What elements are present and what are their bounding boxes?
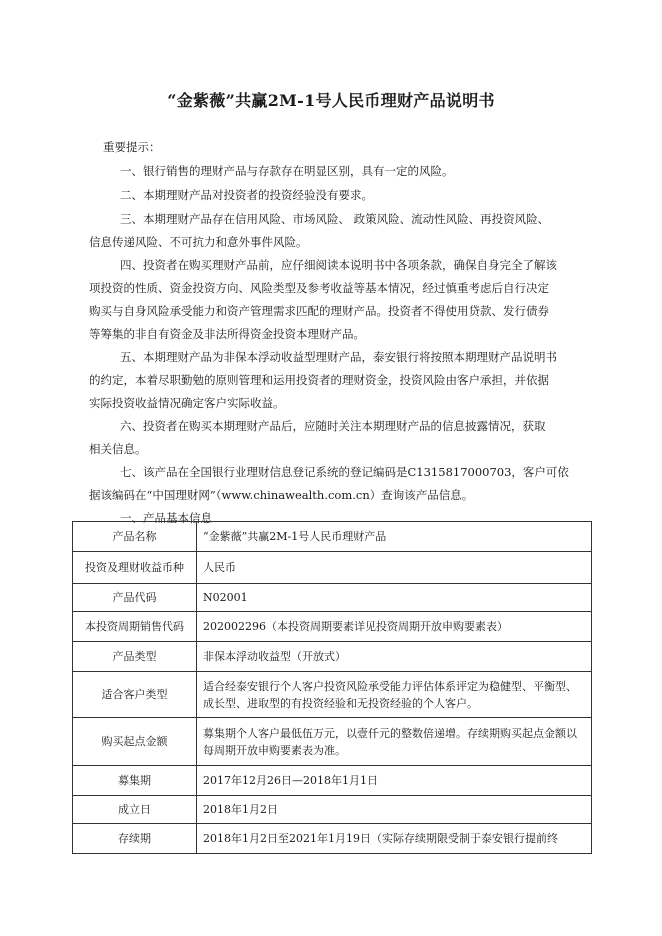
table-value: 202002296（本投资周期要素详见投资周期开放申购要素表） [197,612,592,642]
notice-line: 一、银行销售的理财产品与存款存在明显区别，具有一定的风险。 [120,164,454,178]
notice-line: 三、本期理财产品存在信用风险、市场风险、 政策风险、流动性风险、再投资风险、 [120,212,550,226]
product-info-table [72,521,592,854]
table-key: 适合客户类型 [73,672,197,718]
table-key: 产品代码 [73,584,197,612]
notice-line: 五、本期理财产品为非保本浮动收益型理财产品，泰安银行将按照本期理财产品说明书 [120,350,557,364]
notice-line: 的约定，本着尽职勤勉的原则管理和运用投资者的理财资金，投资风险由客户承担，并依据 [89,373,549,387]
table-row [73,672,592,718]
table-key: 存续期 [73,824,197,854]
table-key: 购买起点金额 [73,718,197,766]
table-key: 产品类型 [73,642,197,672]
table-key: 产品名称 [73,522,197,552]
notice-line: 等筹集的非自有资金及非法所得资金投资本理财产品。 [89,327,365,341]
notice-line: 七、该产品在全国银行业理财信息登记系统的登记编码是C1315817000703，客户可依 [120,465,569,479]
table-row [73,552,592,584]
table-row [73,642,592,672]
table-value: 募集期个人客户最低伍万元，以壹仟元的整数倍递增。存续期购买起点金额以每周期开放申购要素表为准。 [197,718,592,766]
table-value: 2018年1月2日至2021年1月19日（实际存续期限受制于泰安银行提前终 [197,824,592,854]
table-row [73,824,592,854]
table-value: 2017年12月26日—2018年1月1日 [197,766,592,796]
table-value: 适合经泰安银行个人客户投资风险承受能力评估体系评定为稳健型、平衡型、成长型、进取型的有投资经验和无投资经验的个人客户。 [197,672,592,718]
table-key: 成立日 [73,796,197,824]
table-key: 本投资周期销售代码 [73,612,197,642]
table-value: 2018年1月2日 [197,796,592,824]
section-heading: 一、产品基本信息 [120,511,212,525]
notice-line: 信息传递风险、不可抗力和意外事件风险。 [89,235,308,249]
table-key: 募集期 [73,766,197,796]
table-key: 投资及理财收益币种 [73,552,197,584]
notice-line: 四、投资者在购买理财产品前，应仔细阅读本说明书中各项条款，确保自身完全了解该 [120,258,557,272]
table-value: “金紫薇”共赢2M-1号人民币理财产品 [197,522,592,552]
notice-line: 购买与自身风险承受能力和资产管理需求匹配的理财产品。投资者不得使用贷款、发行债券 [89,304,549,318]
notice-line: 相关信息。 [89,442,147,456]
notice-label: 重要提示： [103,140,161,154]
table-row [73,584,592,612]
table-row [73,718,592,766]
table-value: 人民币 [197,552,592,584]
notice-line: 实际投资收益情况确定客户实际收益。 [89,396,285,410]
document-title: “金紫薇”共赢2M-1号人民币理财产品说明书 [167,91,495,110]
table-row [73,522,592,552]
notice-line: 二、本期理财产品对投资者的投资经验没有要求。 [120,188,373,202]
notice-line: 六、投资者在购买本期理财产品后，应随时关注本期理财产品的信息披露情况，获取 [120,419,546,433]
table-row [73,766,592,796]
table-row [73,612,592,642]
table-value: N02001 [197,584,592,612]
table-value: 非保本浮动收益型（开放式） [197,642,592,672]
table-row [73,796,592,824]
notice-line: 项投资的性质、资金投资方向、风险类型及参考收益等基本情况，经过慎重考虑后自行决定 [89,281,549,295]
notice-line: 据该编码在“中国理财网”（www.chinawealth.com.cn）查询该产品信息。 [89,488,474,502]
